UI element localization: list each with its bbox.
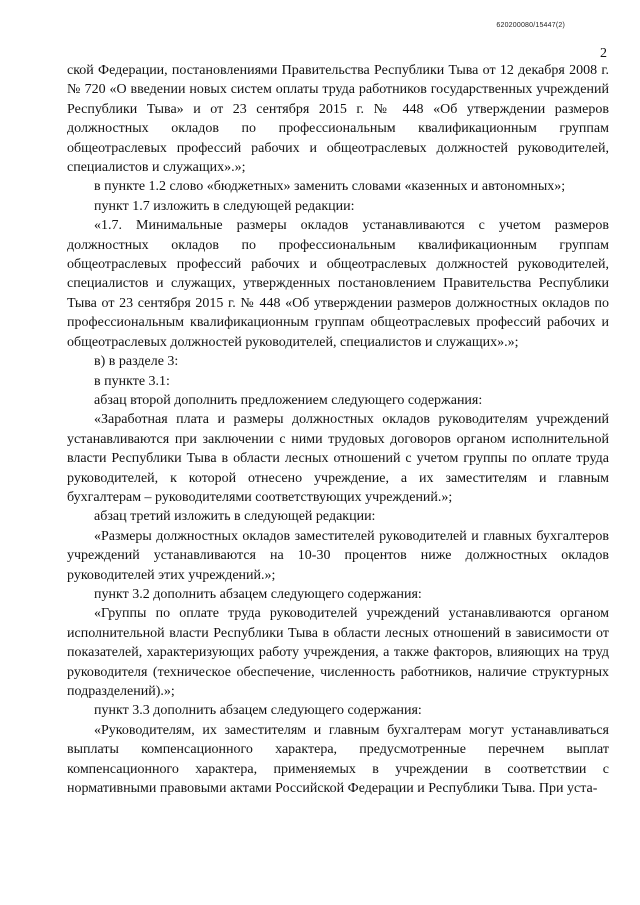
- paragraph: «Размеры должностных окладов заместителей руководителей и главных бухгалтеров учреждений устанавливаются на 10-30 процентов ниже должностных окладов руководителей этих учреждений.»;: [67, 528, 609, 583]
- paragraph: «Заработная плата и размеры должностных окладов руководителям учреждений устанавливаются при заключении с ними трудовых договоров органом исполнительной власти Республики Тыва в области лесных отношений с учетом группы по оплате труда руководителей, к которой отнесено учреждение, а их заместителям и главным бухгалтерам – руководителями соответствующих учреждений.»;: [67, 412, 609, 505]
- page-number: 2: [600, 46, 607, 61]
- paragraph: в) в разделе 3:: [94, 354, 179, 370]
- paragraph: в пункте 3.1:: [94, 373, 170, 389]
- paragraph: пункт 1.7 изложить в следующей редакции:: [94, 198, 355, 214]
- paragraph: «Руководителям, их заместителям и главным бухгалтерам могут устанавливаться выплаты компенсационного характера, предусмотренные перечнем выплат компенсационного характера, применяемых в учреждении в соответствии с нормативными правовыми актами Российской Федерации и Республики Тыва. При уста-: [67, 722, 609, 797]
- document-body: [67, 61, 609, 798]
- paragraph: «Группы по оплате труда руководителей учреждений устанавливаются органом исполнительной власти Республики Тыва в области лесных отношений в зависимости от показателей, характеризующих работу учреждения, а также факторов, влияющих на труд руководителя (техническое обеспечение, численность работников, наличие структурных подразделений).»;: [67, 606, 609, 699]
- document-id: 620200080/15447(2): [496, 22, 565, 29]
- paragraph: пункт 3.3 дополнить абзацем следующего содержания:: [94, 703, 422, 719]
- paragraph: абзац третий изложить в следующей редакции:: [94, 509, 376, 525]
- paragraph-continuation: ской Федерации, постановлениями Правительства Республики Тыва от 12 декабря 2008 г. № 720 «О введении новых систем оплаты труда работников государственных учреждений Республики Тыва» и от 23 сентября 2015 г. № 448 «Об утверждении размеров должностных окладов по профессиональным квалификационным группам общеотраслевых профессий рабочих и общеотраслевых должностей руководителей, специалистов и служащих».»;: [67, 63, 609, 176]
- paragraph: пункт 3.2 дополнить абзацем следующего содержания:: [94, 586, 422, 602]
- paragraph: в пункте 1.2 слово «бюджетных» заменить словами «казенных и автономных»;: [94, 179, 566, 195]
- paragraph: абзац второй дополнить предложением следующего содержания:: [94, 392, 483, 408]
- paragraph: «1.7. Минимальные размеры окладов устанавливаются с учетом размеров должностных окладов по профессиональным квалификационным группам общеотраслевых профессий рабочих и общеотраслевых должностей руководителей, специалистов и служащих, утвержденных постановлением Правительства Республики Тыва от 23 сентября 2015 г. № 448 «Об утверждении размеров должностных окладов по профессиональным квалификационным группам общеотраслевых профессий рабочих и общеотраслевых должностей руководителей, специалистов и служащих».»;: [67, 218, 609, 350]
